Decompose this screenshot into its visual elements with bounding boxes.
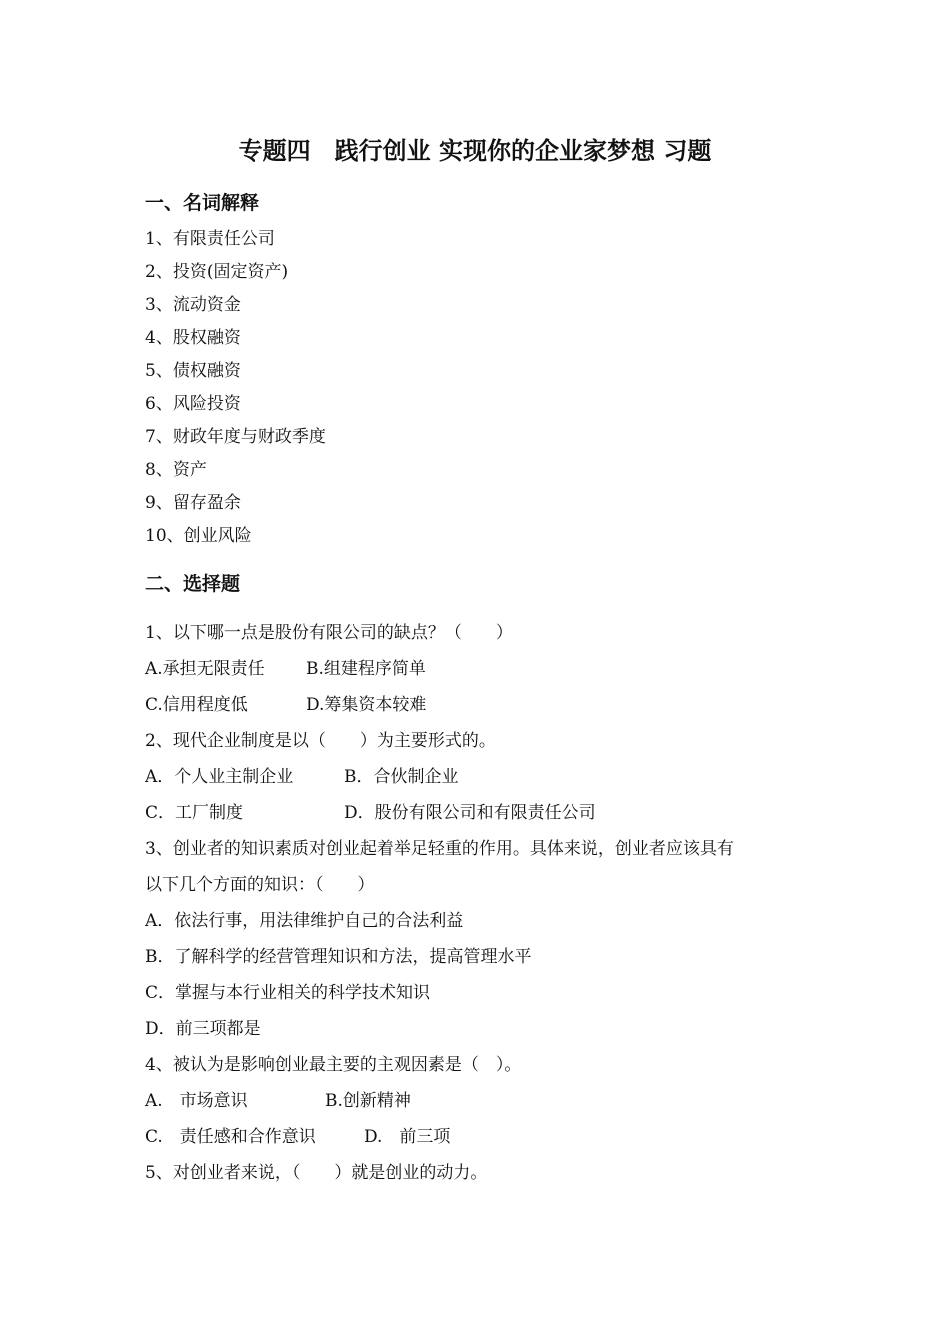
option-d: D.筹集资本较难 [306,695,427,715]
option-a: A．个人业主制企业 [145,767,294,787]
term-item: 10、创业风险 [145,526,252,546]
term-item: 6、风险投资 [145,394,241,414]
option-b: B.组建程序简单 [306,659,426,679]
term-item: 5、债权融资 [145,361,241,381]
term-item: 9、留存盈余 [145,493,241,513]
section-heading-choice: 二、选择题 [145,573,241,595]
question-stem: 3、创业者的知识素质对创业起着举足轻重的作用。具体来说，创业者应该具有 [145,839,734,859]
option-b: B．合伙制企业 [344,767,459,787]
option-c: C.信用程度低 [145,695,248,715]
question-stem: 5、对创业者来说，（ ）就是创业的动力。 [145,1163,488,1183]
option-c: C. 责任感和合作意识 [145,1127,316,1147]
question-stem: 1、以下哪一点是股份有限公司的缺点？（ ） [145,623,513,643]
option-d: D. 前三项 [364,1127,451,1147]
section-heading-terms: 一、名词解释 [145,192,260,214]
option-a: A．依法行事，用法律维护自己的合法利益 [145,911,464,931]
term-item: 1、有限责任公司 [145,229,275,249]
term-item: 4、股权融资 [145,328,241,348]
question-stem: 2、现代企业制度是以（ ）为主要形式的。 [145,731,496,751]
option-c: C．掌握与本行业相关的科学技术知识 [145,983,431,1003]
term-item: 3、流动资金 [145,295,241,315]
option-a: A. 市场意识 [145,1091,248,1111]
term-item: 2、投资(固定资产) [145,262,289,282]
page-title: 专题四 践行创业 实现你的企业家梦想 习题 [238,137,712,165]
option-b: B.创新精神 [325,1091,411,1111]
term-item: 7、财政年度与财政季度 [145,427,326,447]
question-stem-continued: 以下几个方面的知识：（ ） [145,875,375,895]
option-d: D．股份有限公司和有限责任公司 [344,803,596,823]
question-stem: 4、被认为是影响创业最主要的主观因素是（ ）。 [145,1055,522,1075]
term-item: 8、资产 [145,460,207,480]
option-d: D．前三项都是 [145,1019,261,1039]
option-a: A.承担无限责任 [145,659,265,679]
option-c: C．工厂制度 [145,803,244,823]
option-b: B．了解科学的经营管理知识和方法，提高管理水平 [145,947,532,967]
